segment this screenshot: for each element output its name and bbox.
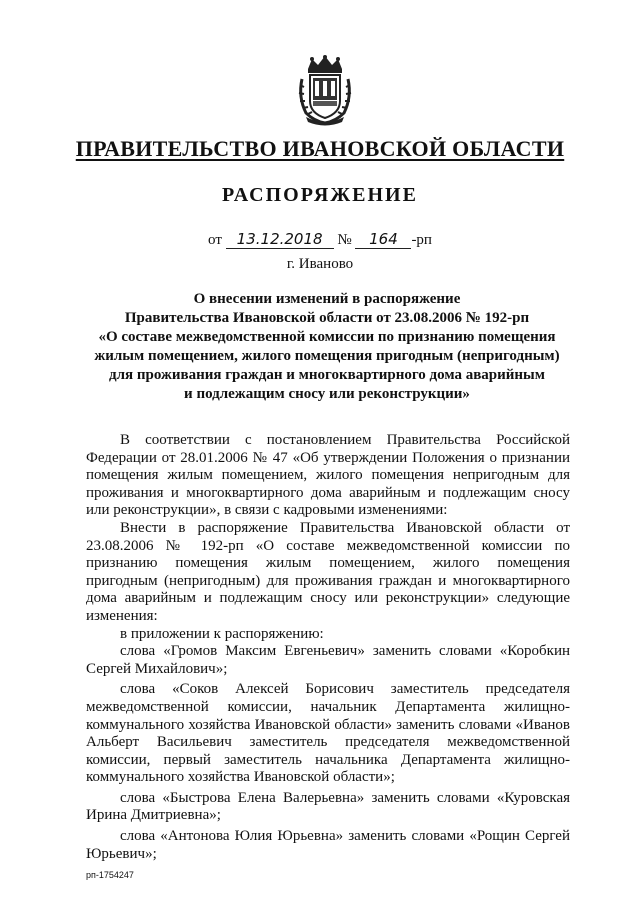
organization-title xyxy=(0,136,640,162)
subject-line: «О составе межведомственной комиссии по признанию помещения xyxy=(98,329,556,345)
date-prefix: от xyxy=(208,232,222,248)
document-date: 13.12.2018 xyxy=(226,230,334,249)
body-paragraph: слова «Антонова Юлия Юрьевна» заменить словами «Рощин Сергей Юрьевич»; xyxy=(86,828,570,862)
body-paragraph: в приложении к распоряжению: xyxy=(120,625,324,642)
city: г. Иваново xyxy=(286,256,354,272)
document-type: РАСПОРЯЖЕНИЕ xyxy=(222,184,418,206)
subject-line: О внесении изменений в распоряжение xyxy=(193,291,461,307)
document-code: рп-1754247 xyxy=(86,870,134,880)
body-paragraph: слова «Громов Максим Евгеньевич» заменить словами «Коробкин Сергей Михайлович»; xyxy=(86,643,570,677)
coat-of-arms-icon xyxy=(296,55,354,127)
date-number-line xyxy=(0,230,640,249)
body-paragraph: В соответствии с постановлением Правительства Российской Федерации от 28.01.2006 № 47 «Об утверждении Положения о признании помещения жилым помещением, жилого помещения непригодным для проживания и многоквартирного дома аварийным и подлежащим сносу или реконструкции», в связи с кадровыми изменениями: xyxy=(86,432,570,519)
subject-line: Правительства Ивановской области от 23.08.2006 № 192-рп xyxy=(124,310,530,326)
body-paragraph: слова «Быстрова Елена Валерьевна» заменить словами «Куровская Ирина Дмитриевна»; xyxy=(86,789,570,824)
body-paragraph: слова «Соков Алексей Борисович заместитель председателя межведомственной комиссии, начальник Департамента жилищно-коммунального хозяйства Ивановской области» заменить словами «Иванов Альберт Васильевич заместитель председателя межведомственной комиссии, первый заместитель начальника Департамента жилищно-коммунального хозяйства Ивановской области»; xyxy=(86,681,570,786)
document-number: 164 xyxy=(355,230,411,249)
subject-line: и подлежащим сносу или реконструкции» xyxy=(184,386,470,402)
subject-line: жилым помещением, жилого помещения пригодным (непригодным) xyxy=(94,348,560,364)
subject-line: для проживания граждан и многоквартирного дома аварийным xyxy=(109,367,545,383)
organization-name: ПРАВИТЕЛЬСТВО ИВАНОВСКОЙ ОБЛАСТИ xyxy=(75,136,565,161)
document-subject xyxy=(92,290,562,404)
body-paragraph: Внести в распоряжение Правительства Ивановской области от 23.08.2006 № 192-рп «О составе межведомственной комиссии по признанию помещения жилым помещением, жилого помещения пригодным (непригодным) для проживания граждан и многоквартирного дома аварийным и подлежащим сносу или реконструкции» следующие изменения: xyxy=(86,519,570,624)
document-body xyxy=(86,432,570,863)
number-suffix: -рп xyxy=(411,232,432,248)
number-prefix: № xyxy=(337,232,352,248)
